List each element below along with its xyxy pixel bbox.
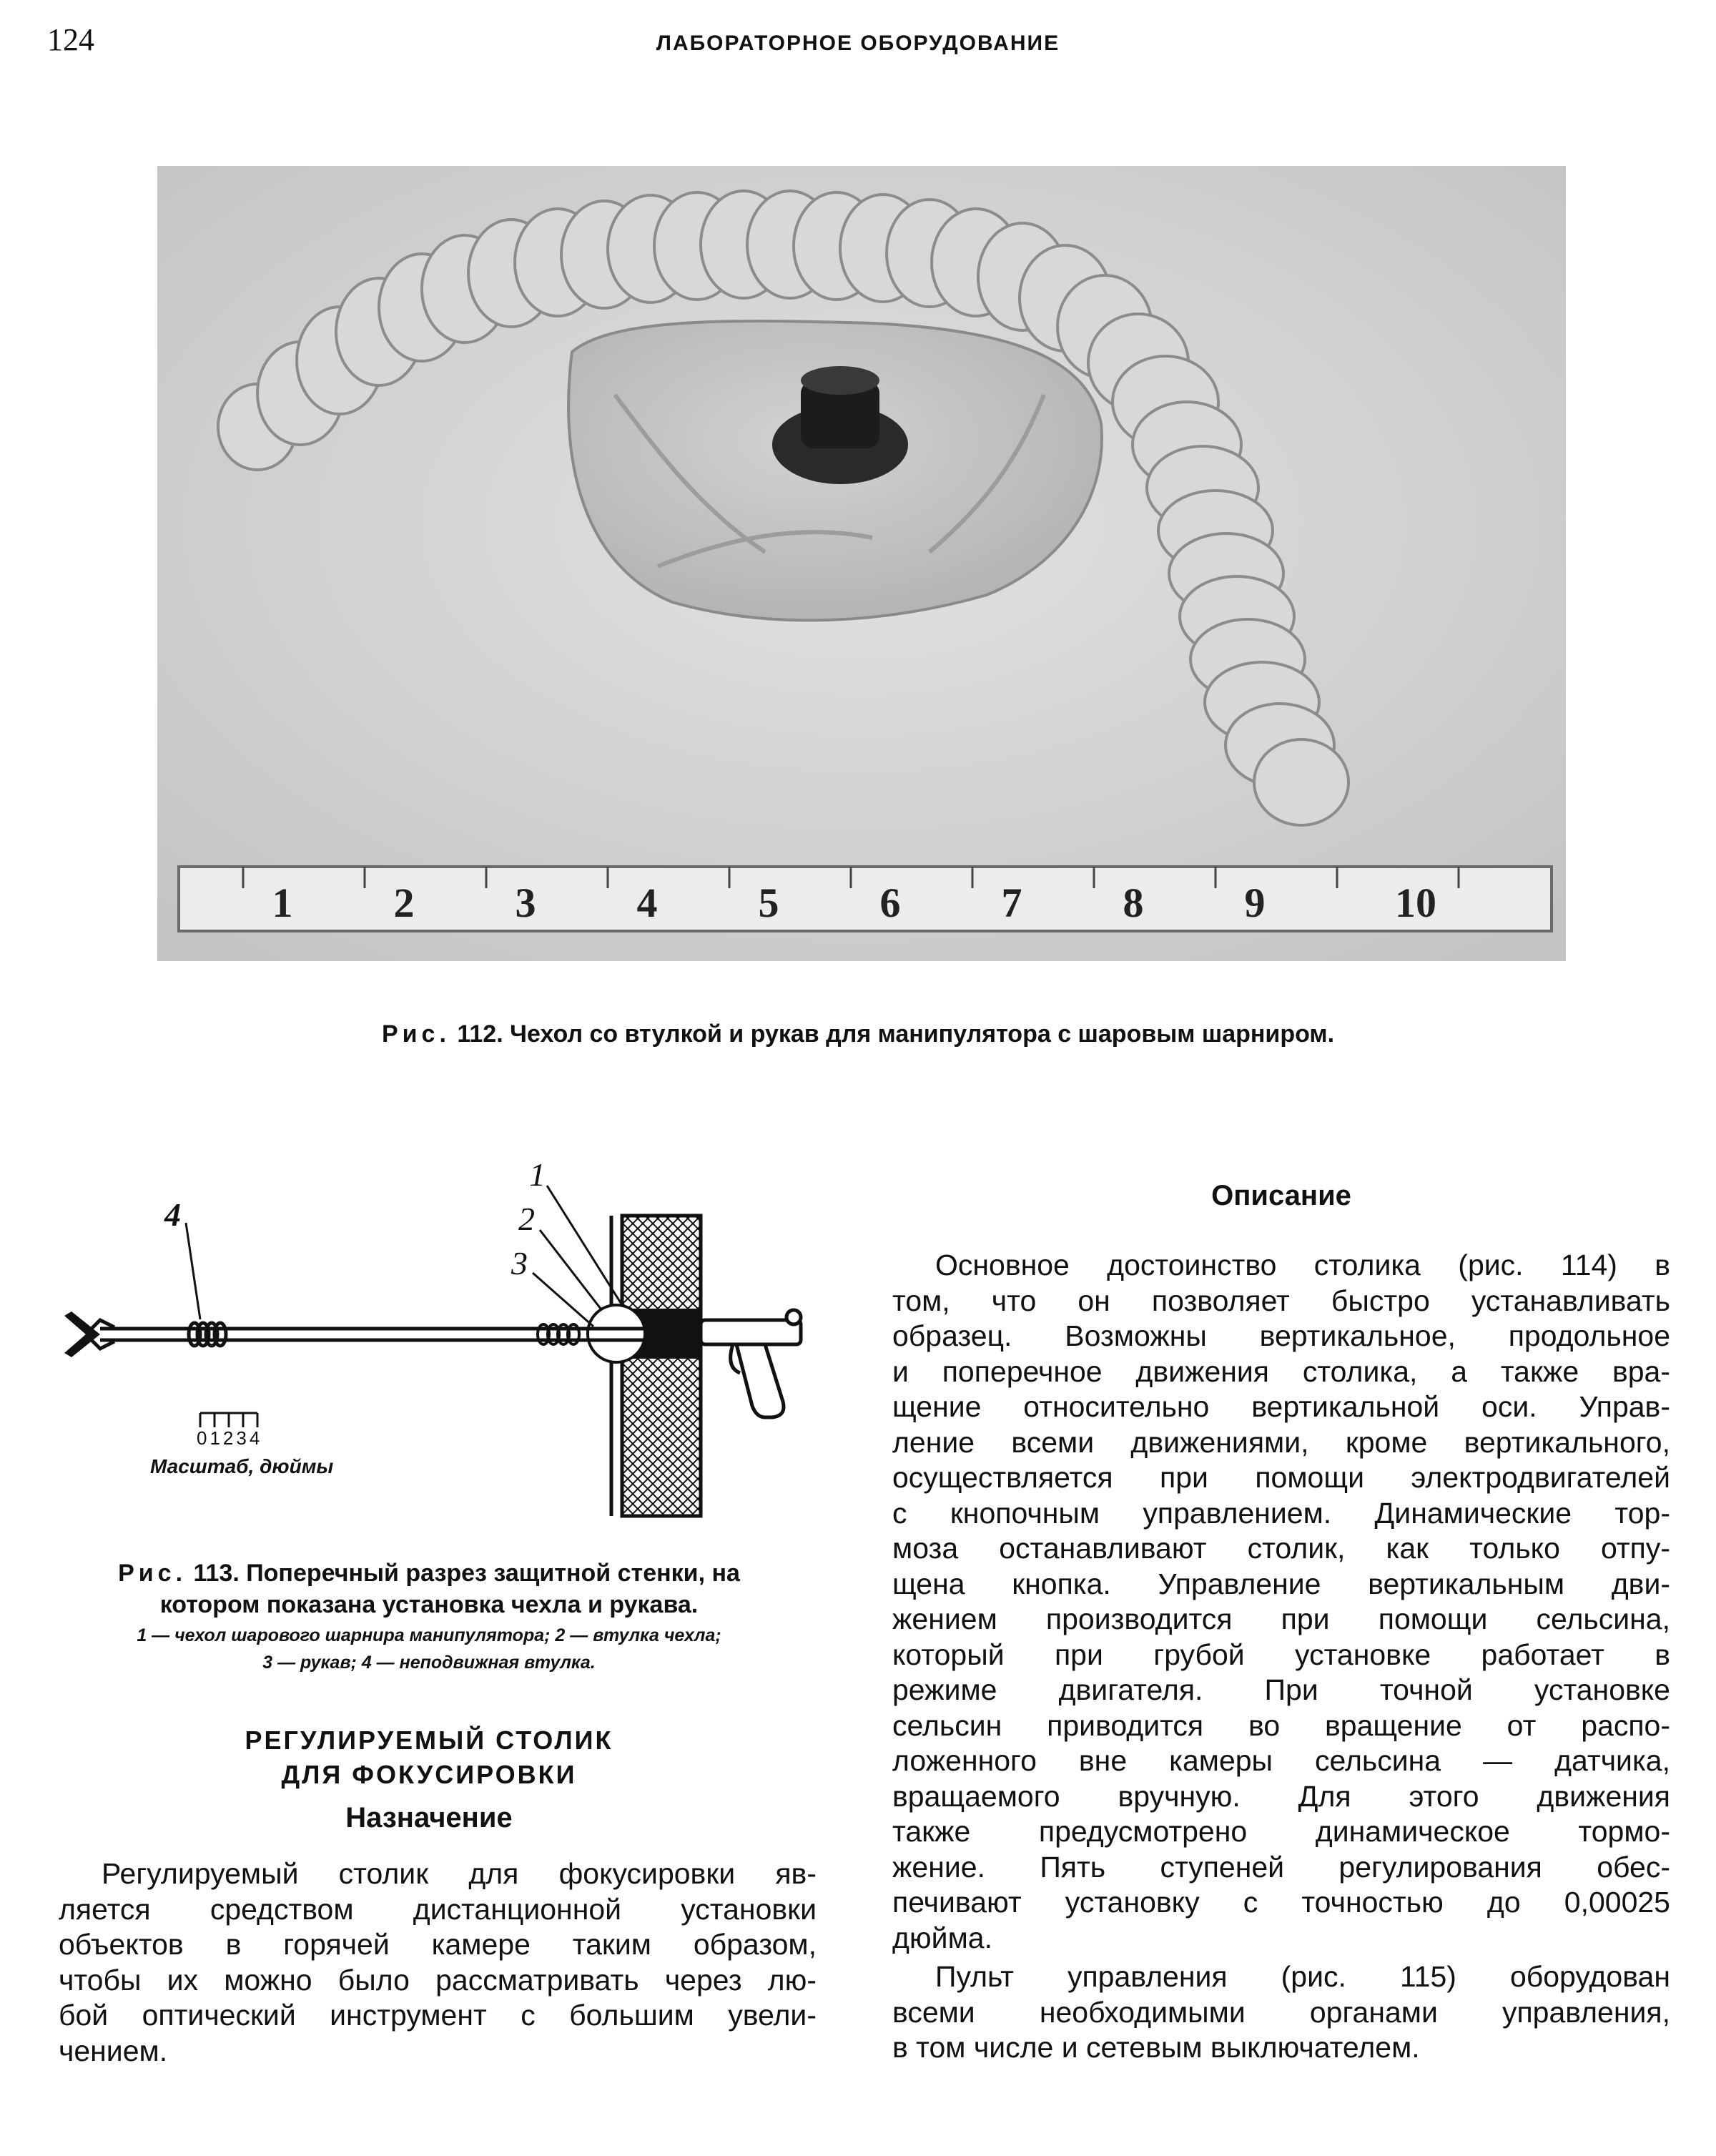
pistol-grip bbox=[701, 1310, 801, 1417]
figure-113-diagram bbox=[57, 1158, 808, 1530]
ruler-number: 5 bbox=[758, 880, 779, 926]
text-line: ложенного вне камеры сельсина — датчика, bbox=[892, 1744, 1670, 1777]
section-title-line: ДЛЯ ФОКУСИРОВКИ bbox=[281, 1760, 577, 1789]
text-line: щение относительно вертикальной оси. Управ- bbox=[892, 1390, 1670, 1423]
purpose-heading: Назначение bbox=[345, 1802, 513, 1833]
text-line: осуществляется при помощи электродвигателей bbox=[892, 1461, 1670, 1494]
purpose-paragraph bbox=[59, 1856, 817, 2069]
description-heading: Описание bbox=[1211, 1180, 1351, 1211]
description-paragraph-2 bbox=[892, 1959, 1670, 2066]
ruler-number: 1 bbox=[272, 880, 293, 926]
page-number: 124 bbox=[47, 22, 94, 57]
text-line: щена кнопка. Управление вертикальным дви- bbox=[892, 1567, 1670, 1600]
text-line: режиме двигателя. При точной установке bbox=[892, 1673, 1670, 1706]
ruler-number: 9 bbox=[1244, 880, 1266, 926]
text-line: всеми необходимыми органами управления, bbox=[892, 1995, 1670, 2029]
ruler-number: 6 bbox=[879, 880, 901, 926]
legend-line: 1 — чехол шарового шарнира манипулятора; 2 — втулка чехла; bbox=[137, 1625, 721, 1645]
figure-112-photo bbox=[157, 166, 1566, 961]
text-line: сельсин приводится во вращение от распо- bbox=[892, 1708, 1670, 1742]
text-line: в том числе и сетевым выключателем. bbox=[892, 2031, 1420, 2064]
ruler-number: 2 bbox=[393, 880, 415, 926]
ruler-number: 3 bbox=[515, 880, 536, 926]
caption-line: 113. Поперечный разрез защитной стенки, на bbox=[193, 1560, 740, 1587]
text-line: том, что он позволяет быстро устанавливать bbox=[892, 1284, 1670, 1317]
label-2: 2 bbox=[518, 1201, 535, 1237]
ruler-number: 8 bbox=[1123, 880, 1144, 926]
figure-caption-text: 112. Чехол со втулкой и рукав для манипулятора с шаровым шарниром. bbox=[457, 1020, 1335, 1048]
text-line: ление всеми движениями, кроме вертикального, bbox=[892, 1425, 1670, 1459]
shield-wall bbox=[622, 1216, 701, 1516]
ruler-number: 4 bbox=[636, 880, 658, 926]
legend-line: 3 — рукав; 4 — неподвижная втулка. bbox=[262, 1653, 596, 1673]
text-line: объектов в горячей камере таким образом, bbox=[59, 1928, 817, 1961]
text-line: с кнопочным управлением. Динамические тор- bbox=[892, 1496, 1670, 1530]
text-line: Регулируемый столик для фокусировки яв- bbox=[102, 1857, 817, 1890]
label-3: 3 bbox=[511, 1245, 528, 1281]
figure-113-caption bbox=[43, 1557, 815, 1675]
text-line: дюйма. bbox=[892, 1921, 992, 1954]
text-line: печивают установку с точностью до 0,00025 bbox=[892, 1886, 1670, 1919]
figure-label: Рис. bbox=[118, 1560, 187, 1587]
ruler-number: 7 bbox=[1001, 880, 1022, 926]
scale-bar bbox=[200, 1413, 257, 1427]
text-line: чтобы их можно было рассматривать через лю- bbox=[59, 1963, 817, 1997]
fixed-bushing bbox=[189, 1323, 226, 1346]
caption-line: котором показана установка чехла и рукава. bbox=[159, 1591, 699, 1618]
text-line: жением производится при помощи сельсина, bbox=[892, 1603, 1670, 1635]
figure-112-caption bbox=[0, 1020, 1716, 1048]
text-line: также предусмотрено динамическое тормо- bbox=[892, 1815, 1670, 1848]
scale-text: Масштаб, дюймы bbox=[150, 1455, 334, 1477]
ruler bbox=[179, 867, 1552, 931]
running-title: ЛАБОРАТОРНОЕ ОБОРУДОВАНИЕ bbox=[656, 31, 1060, 55]
text-line: моза останавливают столик, как только отпу- bbox=[892, 1532, 1670, 1565]
text-line: Пульт управления (рис. 115) оборудован bbox=[935, 1960, 1670, 1993]
text-line: чением. bbox=[59, 2034, 168, 2067]
ball-joint-cover bbox=[588, 1305, 645, 1362]
text-line: ляется средством дистанционной установки bbox=[59, 1892, 817, 1926]
text-line: образец. Возможны вертикальное, продольное bbox=[892, 1319, 1670, 1352]
section-title bbox=[43, 1723, 815, 1792]
section-title-line: РЕГУЛИРУЕМЫЙ СТОЛИК bbox=[245, 1726, 613, 1755]
label-4: 4 bbox=[164, 1196, 181, 1233]
scale-digits: 01234 bbox=[197, 1427, 263, 1449]
figure-113-caption-main bbox=[43, 1557, 815, 1589]
text-line: жение. Пять ступеней регулирования обес- bbox=[892, 1850, 1670, 1884]
label-1: 1 bbox=[529, 1158, 546, 1193]
description-paragraph-1 bbox=[892, 1248, 1670, 1956]
text-line: который при грубой установке работает в bbox=[892, 1638, 1670, 1671]
text-line: вращаемого вручную. Для этого движения bbox=[892, 1779, 1670, 1813]
ruler-number: 10 bbox=[1395, 880, 1436, 926]
figure-label: Рис. bbox=[381, 1020, 450, 1048]
text-line: Основное достоинство столика (рис. 114) в bbox=[935, 1249, 1670, 1281]
gripper bbox=[64, 1311, 100, 1357]
text-line: и поперечное движения столика, а также вра- bbox=[892, 1354, 1670, 1388]
text-line: бой оптический инструмент с большим увели- bbox=[59, 1999, 817, 2032]
